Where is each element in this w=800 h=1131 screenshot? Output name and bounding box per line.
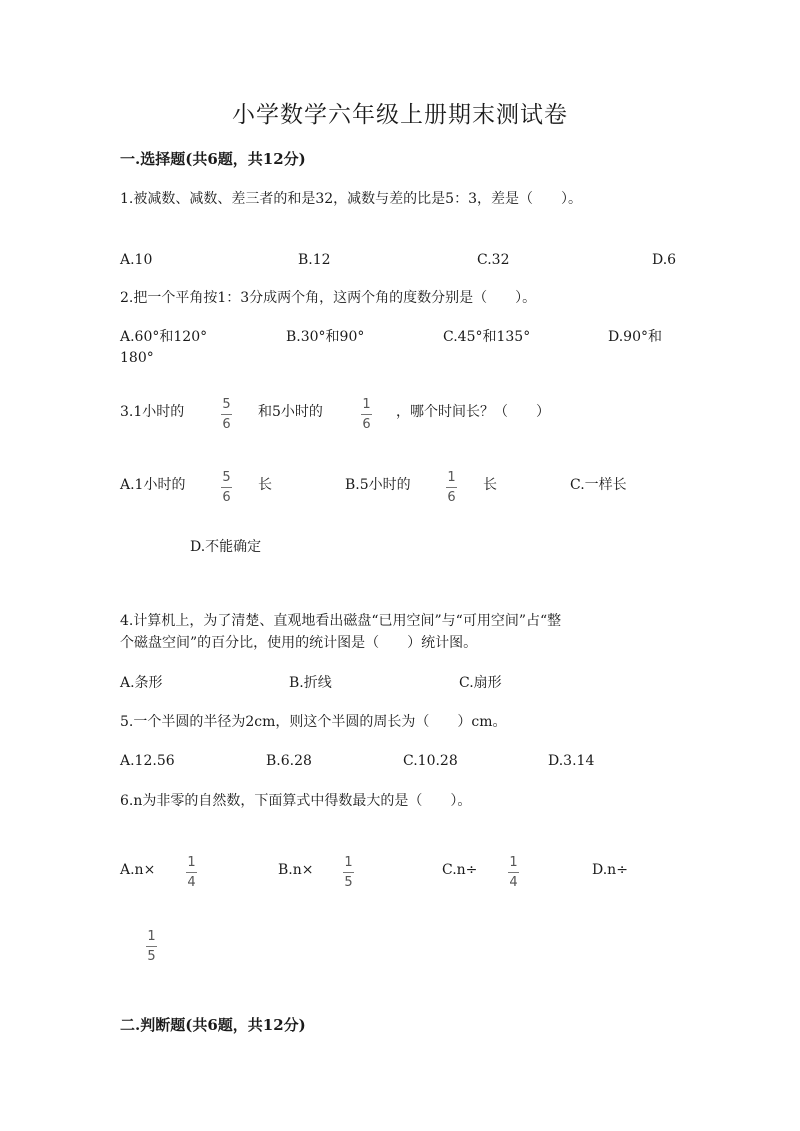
question-1-option-c: C.32 — [477, 252, 510, 268]
fraction-bar — [221, 414, 232, 415]
question-4-stem-line-1: 4.计算机上，为了清楚、直观地看出磁盘“已用空间”与“可用空间”占“整 — [120, 613, 562, 629]
fraction-bar — [186, 872, 197, 873]
fraction-bar — [508, 872, 519, 873]
question-6-option-d-pre: D.n÷ — [592, 862, 628, 878]
question-3-option-a-fraction — [221, 470, 232, 505]
question-2-option-c: C.45°和135° — [443, 329, 531, 345]
question-2-option-d-wrap: 180° — [120, 350, 154, 366]
fraction-numerator: 1 — [509, 855, 518, 870]
question-6-option-a-fraction — [186, 855, 197, 890]
question-1-stem: 1.被减数、减数、差三者的和是32，减数与差的比是5：3，差是（ ）。 — [120, 191, 582, 207]
question-3-stem-part-2: 和5小时的 — [258, 404, 323, 420]
question-4-option-a: A.条形 — [120, 675, 163, 691]
fraction-denominator: 6 — [222, 417, 231, 432]
question-2-option-d: D.90°和 — [608, 329, 662, 345]
fraction-bar — [146, 946, 157, 947]
fraction-numerator: 5 — [222, 470, 231, 485]
fraction-numerator: 1 — [187, 855, 196, 870]
section-heading-judgement: 二.判断题(共6题，共12分) — [120, 1016, 306, 1034]
question-1-option-b: B.12 — [298, 252, 331, 268]
question-3-option-b-fraction — [446, 470, 457, 505]
question-3-fraction-1-6 — [361, 397, 372, 432]
question-5-option-b: B.6.28 — [266, 753, 312, 769]
question-6-stem: 6.n为非零的自然数，下面算式中得数最大的是（ ）。 — [120, 793, 472, 809]
question-3-option-a-pre: A.1小时的 — [120, 477, 186, 493]
fraction-denominator: 6 — [447, 490, 456, 505]
fraction-bar — [221, 487, 232, 488]
question-1-option-d: D.6 — [652, 252, 677, 268]
question-5-stem: 5.一个半圆的半径为2cm，则这个半圆的周长为（ ）cm。 — [120, 714, 507, 730]
fraction-denominator: 6 — [222, 490, 231, 505]
section-heading-choice: 一.选择题(共6题，共12分) — [120, 150, 306, 168]
fraction-bar — [446, 487, 457, 488]
fraction-denominator: 5 — [147, 949, 156, 964]
question-2-option-b: B.30°和90° — [286, 329, 365, 345]
question-3-option-b-post: 长 — [483, 477, 497, 493]
question-2-option-a: A.60°和120° — [120, 329, 208, 345]
question-3-option-d: D.不能确定 — [190, 539, 262, 555]
question-1-option-a: A.10 — [120, 252, 153, 268]
question-4-option-b: B.折线 — [289, 675, 332, 691]
question-4-option-c: C.扇形 — [459, 675, 502, 691]
question-3-option-c: C.一样长 — [570, 477, 627, 493]
fraction-denominator: 5 — [344, 875, 353, 890]
question-3-stem-part-1: 3.1小时的 — [120, 404, 185, 420]
question-3-option-b-pre: B.5小时的 — [345, 477, 411, 493]
question-3-fraction-5-6 — [221, 397, 232, 432]
fraction-denominator: 4 — [509, 875, 518, 890]
question-5-option-d: D.3.14 — [548, 753, 595, 769]
page-title: 小学数学六年级上册期末测试卷 — [232, 102, 568, 128]
question-6-option-d-fraction — [146, 929, 157, 964]
fraction-bar — [343, 872, 354, 873]
question-3-option-a-post: 长 — [258, 477, 272, 493]
fraction-numerator: 5 — [222, 397, 231, 412]
fraction-numerator: 1 — [362, 397, 371, 412]
question-6-option-b-fraction — [343, 855, 354, 890]
fraction-numerator: 1 — [344, 855, 353, 870]
fraction-numerator: 1 — [147, 929, 156, 944]
fraction-numerator: 1 — [447, 470, 456, 485]
question-6-option-c-pre: C.n÷ — [442, 862, 478, 878]
question-4-stem-line-2: 个磁盘空间”的百分比，使用的统计图是（ ）统计图。 — [120, 635, 478, 651]
question-6-option-c-fraction — [508, 855, 519, 890]
question-3-stem-part-3: ，哪个时间长？（ ） — [396, 404, 550, 420]
question-2-stem: 2.把一个平角按1：3分成两个角，这两个角的度数分别是（ ）。 — [120, 290, 537, 306]
fraction-denominator: 4 — [187, 875, 196, 890]
question-6-option-b-pre: B.n× — [278, 862, 314, 878]
question-6-option-a-pre: A.n× — [120, 862, 156, 878]
question-5-option-c: C.10.28 — [403, 753, 458, 769]
fraction-denominator: 6 — [362, 417, 371, 432]
question-5-option-a: A.12.56 — [120, 753, 175, 769]
fraction-bar — [361, 414, 372, 415]
